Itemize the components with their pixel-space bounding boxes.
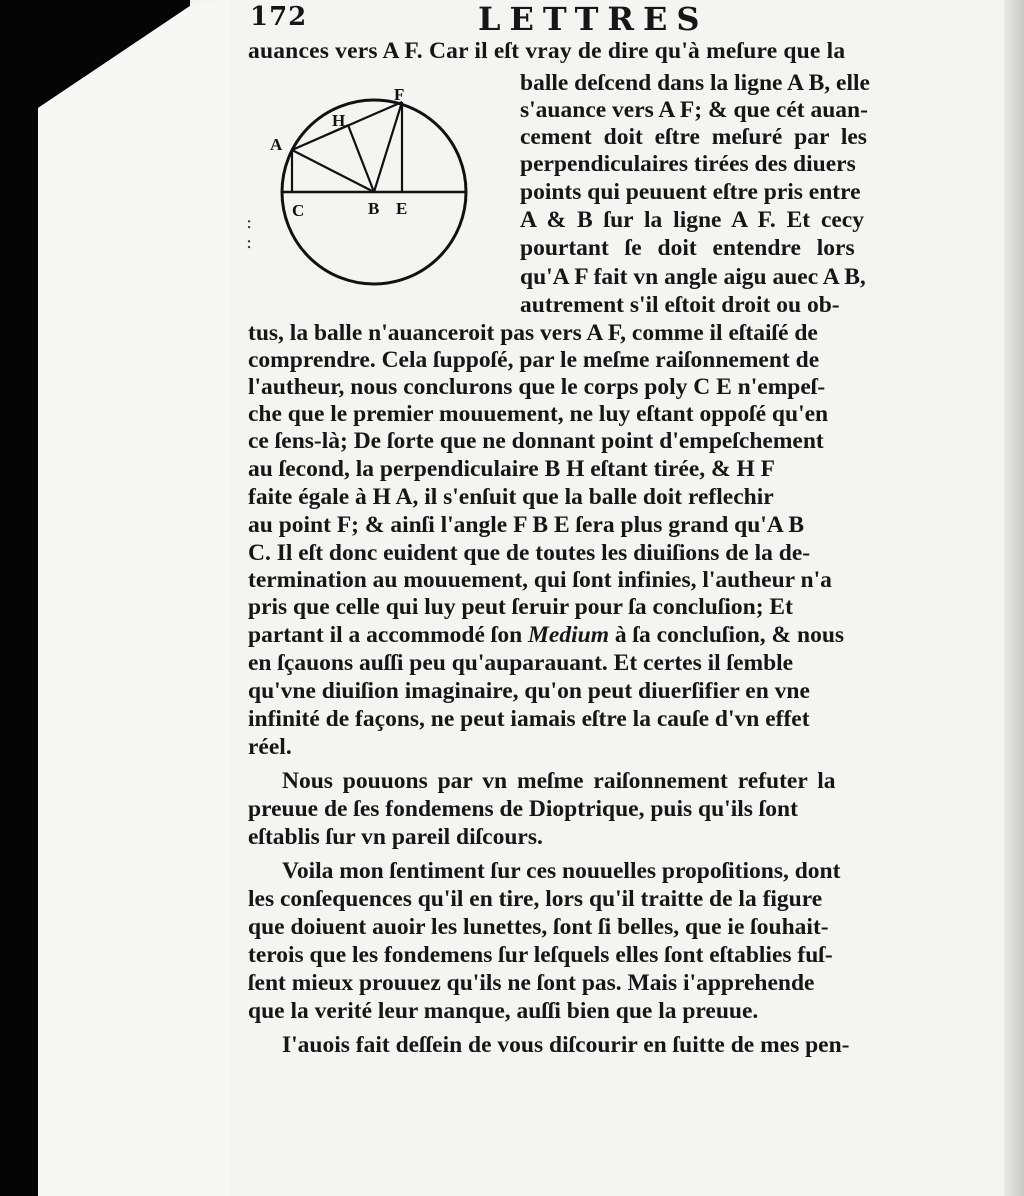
text-line: preuue de ſes fondemens de Dioptrique, puis qu'ils ſont <box>248 796 798 822</box>
italic-term: Medium <box>528 622 609 648</box>
line-BH <box>348 125 374 192</box>
text-line: perpendiculaires tirées des diuers <box>520 151 856 177</box>
page-number: 172 <box>250 2 308 32</box>
text-span: à ſa concluſion, & nous <box>614 622 845 648</box>
text-line: ſent mieux prouuez qu'ils ne ſont pas. Mais i'apprehende <box>248 970 815 996</box>
text-line: termination au mouuement, qui ſont infinies, l'autheur n'a <box>248 567 832 593</box>
text-line: réel. <box>248 734 292 760</box>
label-F: F <box>394 85 405 104</box>
paragraph-start: I'auois fait deſſein de vous diſcourir en ſuitte de mes pen- <box>282 1032 850 1058</box>
text-line: balle deſcend dans la ligne A B, elle <box>520 70 870 96</box>
line-BF <box>374 102 402 192</box>
text-line: qu'A F fait vn angle aigu auec A B, <box>520 264 866 290</box>
text-line: pris que celle qui luy peut ſeruir pour ſa concluſion; Et <box>248 594 793 620</box>
text-line: au ſecond, la perpendiculaire B H eſtant tirée, & H F <box>248 456 775 482</box>
margin-mark: : <box>246 232 253 253</box>
line-AB <box>292 150 374 192</box>
text-line: che que le premier mouuement, ne luy eſtant oppoſé qu'en <box>248 401 829 427</box>
text-line: en ſçauons auſſi peu qu'auparauant. Et certes il ſemble <box>248 650 794 676</box>
paragraph-start: Voila mon ſentiment ſur ces nouuelles propoſitions, dont <box>282 858 841 884</box>
text-line: C. Il eſt donc euident que de toutes les diuiſions de la de- <box>248 540 811 566</box>
text-line: que la verité leur manque, auſſi bien que la preuue. <box>248 998 759 1024</box>
text-span: partant il a accommodé ſon <box>248 622 523 648</box>
label-C: C <box>292 201 305 220</box>
text-line: qu'vne diuiſion imaginaire, qu'on peut diuerſifier en vne <box>248 678 810 704</box>
text-line: faite égale à H A, il s'enſuit que la balle doit reflechir <box>248 484 774 510</box>
margin-mark: : <box>246 212 253 233</box>
text-line: eſtablis ſur vn pareil diſcours. <box>248 824 543 850</box>
text-line: infinité de façons, ne peut iamais eſtre la cauſe d'vn effet <box>248 706 810 732</box>
text-line: A & B ſur la ligne A F. Et cecy <box>520 207 864 233</box>
text-line: l'autheur, nous conclurons que le corps poly C E n'empeſ- <box>248 374 826 400</box>
text-line: tus, la balle n'auanceroit pas vers A F, comme il eſtaiſé de <box>248 320 818 346</box>
running-header <box>0 0 1024 40</box>
text-line: comprendre. Cela ſuppoſé, par le meſme raiſonnement de <box>248 347 820 373</box>
text-line: s'auance vers A F; & que cét auan- <box>520 97 868 123</box>
text-line: ce ſens-là; De ſorte que ne donnant point d'empeſchement <box>248 428 824 454</box>
text-line: auances vers A F. Car il eſt vray de dire qu'à meſure que la <box>248 38 846 64</box>
paragraph-start: Nous pouuons par vn meſme raiſonnement refuter la <box>282 768 836 794</box>
label-A: A <box>270 135 283 154</box>
running-title: LETTRES <box>478 0 709 38</box>
text-line: autrement s'il eſtoit droit ou ob- <box>520 292 840 318</box>
geometry-figure <box>262 80 482 300</box>
text-line: points qui peuuent eſtre pris entre <box>520 179 861 205</box>
label-B: B <box>368 199 380 218</box>
text-line: les conſequences qu'il en tire, lors qu'il traitte de la figure <box>248 886 823 912</box>
text-line: cement doit eſtre meſuré par les <box>520 124 867 150</box>
label-H: H <box>332 111 346 130</box>
text-line: au point F; & ainſi l'angle F B E ſera plus grand qu'A B <box>248 512 805 538</box>
text-line: que doiuent auoir les lunettes, ſont ſi belles, que ie ſouhait- <box>248 914 829 940</box>
text-line: terois que les fondemens ſur leſquels elles ſont eſtablies fuſ- <box>248 942 833 968</box>
text-line: pourtant ſe doit entendre lors <box>520 235 855 261</box>
label-E: E <box>396 199 408 218</box>
text-line-with-italic <box>248 622 844 649</box>
